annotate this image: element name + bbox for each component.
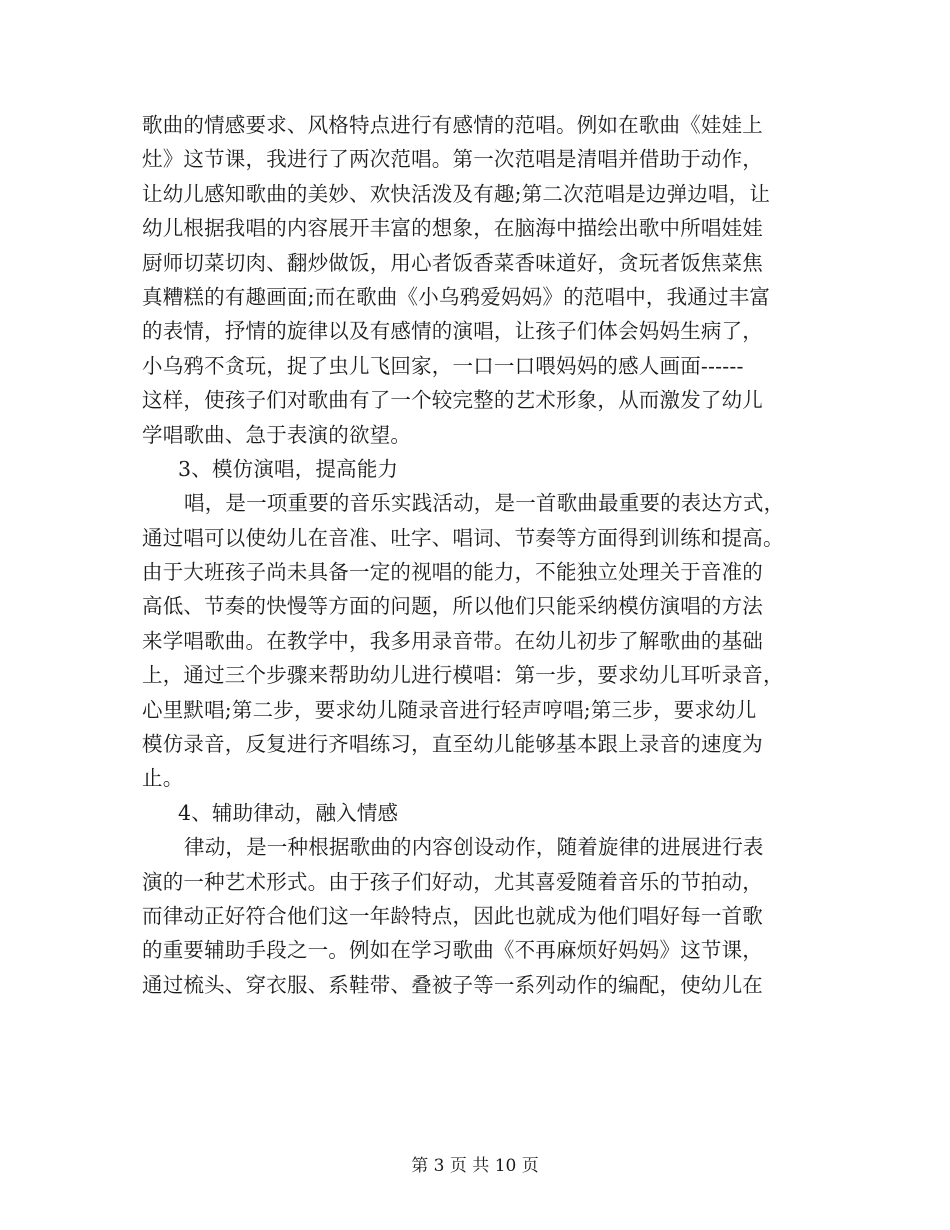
text-line: 高低、节奏的快慢等方面的问题，所以他们只能采纳模仿演唱的方法 [142,594,763,619]
text-line: 模仿录音，反复进行齐唱练习，直至幼儿能够基本跟上录音的速度为 [142,732,763,757]
text-line: 通过唱可以使幼儿在音准、吐字、唱词、节奏等方面得到训练和提高。 [142,525,784,550]
body-text [142,108,812,1002]
text-line: 真糟糕的有趣画面;而在歌曲《小乌鸦爱妈妈》的范唱中，我通过丰富 [142,284,771,309]
text-line: 的重要辅助手段之一。例如在学习歌曲《不再麻烦好妈妈》这节课， [142,938,763,963]
text-line: 演的一种艺术形式。由于孩子们好动，尤其喜爱随着音乐的节拍动， [142,869,763,894]
paragraph-first-line: 唱，是一项重要的音乐实践活动，是一首歌曲最重要的表达方式， [184,491,785,516]
page-number-footer: 第 3 页 共 10 页 [411,1156,539,1176]
text-line: 通过梳头、穿衣服、系鞋带、叠被子等一系列动作的编配，使幼儿在 [142,972,763,997]
text-line: 上，通过三个步骤来帮助幼儿进行模唱：第一步，要求幼儿耳听录音， [142,663,784,688]
text-line: 的表情，抒情的旋律以及有感情的演唱，让孩子们体会妈妈生病了， [142,319,763,344]
text-line: 由于大班孩子尚未具备一定的视唱的能力，不能独立处理关于音准的 [142,560,763,585]
text-line: 来学唱歌曲。在教学中，我多用录音带。在幼儿初步了解歌曲的基础 [142,628,763,653]
text-line: 歌曲的情感要求、风格特点进行有感情的范唱。例如在歌曲《娃娃上 [142,113,763,137]
section-heading: 3、模仿演唱，提高能力 [178,456,399,481]
text-line: 灶》这节课，我进行了两次范唱。第一次范唱是清唱并借助于动作， [142,147,763,172]
text-line: 这样，使孩子们对歌曲有了一个较完整的艺术形象，从而激发了幼儿 [142,388,763,413]
text-line: 小乌鸦不贪玩，捉了虫儿飞回家，一口一口喂妈妈的感人画面------ [142,353,744,378]
section-heading: 4、辅助律动，融入情感 [178,800,399,825]
text-line: 让幼儿感知歌曲的美妙、欢快活泼及有趣;第二次范唱是边弹边唱，让 [142,181,771,206]
text-line: 心里默唱;第二步，要求幼儿随录音进行轻声哼唱;第三步，要求幼儿 [142,697,757,722]
text-line: 厨师切菜切肉、翻炒做饭，用心者饭香菜香味道好，贪玩者饭焦菜焦 [142,250,763,275]
text-line: 止。 [142,766,184,791]
paragraph-first-line: 律动，是一种根据歌曲的内容创设动作，随着旋律的进展进行表 [184,835,764,860]
text-line: 而律动正好符合他们这一年龄特点，因此也就成为他们唱好每一首歌 [142,903,763,928]
text-line: 学唱歌曲、急于表演的欲望。 [142,422,412,447]
text-line: 幼儿根据我唱的内容展开丰富的想象，在脑海中描绘出歌中所唱娃娃 [142,216,763,241]
